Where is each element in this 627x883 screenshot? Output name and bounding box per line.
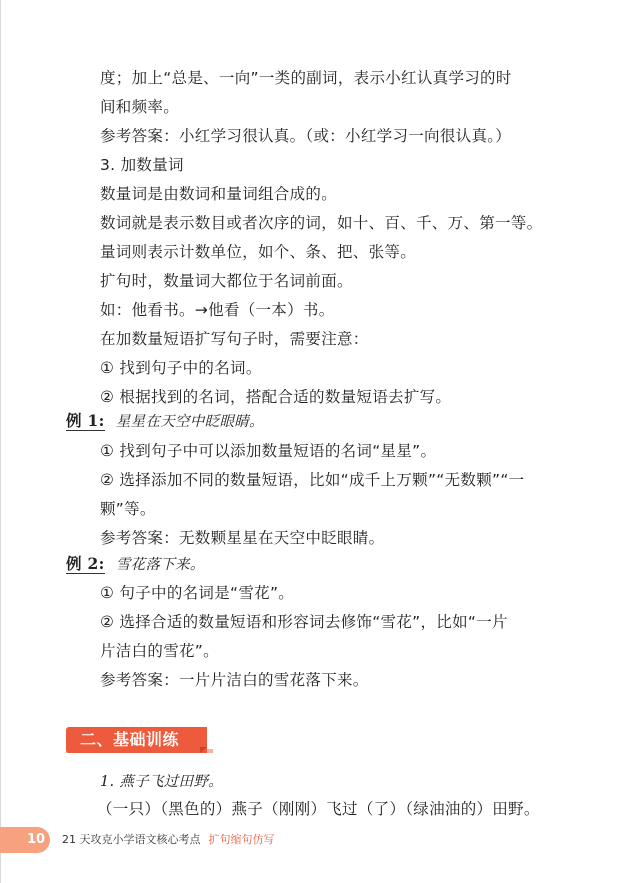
section-title: 二、基础训练 — [80, 730, 180, 749]
list-item: ① 找到句子中可以添加数量短语的名词“星星”。 — [100, 442, 437, 460]
text-line: 数词就是表示数目或者次序的词，如十、百、千、万、第一等。 — [100, 214, 543, 232]
reference-answer: 参考答案：一片片洁白的雪花落下来。 — [100, 671, 369, 689]
text-line: 扩句时，数量词大都位于名词前面。 — [100, 272, 353, 290]
reference-answer: 参考答案：小红学习很认真。（或：小红学习一向很认真。） — [100, 127, 512, 145]
example-1-sentence: 星星在天空中眨眼睛。 — [115, 414, 264, 430]
list-item: ② 选择合适的数量短语和形容词去修饰“雪花”，比如“一片 — [100, 613, 508, 631]
section-banner-fold — [200, 747, 207, 753]
example-2-sentence: 雪花落下来。 — [115, 557, 205, 573]
text-line: 片洁白的雪花”。 — [100, 642, 219, 660]
page-edge — [0, 0, 1, 883]
reference-answer: 参考答案：无数颗星星在天空中眨眼睛。 — [100, 529, 385, 547]
text-line: 颗”等。 — [100, 500, 156, 518]
running-footer — [62, 832, 275, 848]
list-item: ② 根据找到的名词，搭配合适的数量短语去扩写。 — [100, 388, 452, 406]
text-line: 量词则表示计数单位，如个、条、把、张等。 — [100, 243, 417, 261]
example-2-label: 例 2: — [66, 554, 105, 573]
list-item: ① 找到句子中的名词。 — [100, 359, 262, 377]
text-line: 度；加上“总是、一向”一类的副词，表示小红认真学习的时 — [100, 69, 512, 87]
list-item: ① 句子中的名词是“雪花”。 — [100, 584, 295, 602]
list-item: ② 选择添加不同的数量短语，比如“成千上万颗”“无数颗”“一 — [100, 471, 525, 489]
book-title: 21 天攻克小学语文核心考点 — [62, 833, 201, 846]
text-line: 数量词是由数词和量词组合成的。 — [100, 185, 338, 203]
example-1 — [66, 411, 264, 432]
text-line: 如：他看书。→他看（一本）书。 — [100, 301, 335, 319]
example-2 — [66, 554, 205, 575]
exercise-prompt: 1. 燕子飞过田野。 — [100, 774, 223, 790]
chapter-title: 扩句缩句仿写 — [208, 833, 275, 846]
page-number-tab — [0, 827, 50, 853]
text-line: 间和频率。 — [100, 98, 180, 116]
exercise-answer: （一只）（黑色的）燕子（刚刚）飞过（了）（绿油油的）田野。 — [97, 800, 540, 818]
section-banner — [66, 727, 207, 753]
exercise-item — [100, 771, 223, 792]
text-line: 在加数量短语扩写句子时，需要注意： — [100, 330, 369, 348]
subheading: 3. 加数量词 — [100, 156, 184, 174]
page-number: 10 — [27, 832, 46, 847]
example-1-label: 例 1: — [66, 411, 105, 430]
